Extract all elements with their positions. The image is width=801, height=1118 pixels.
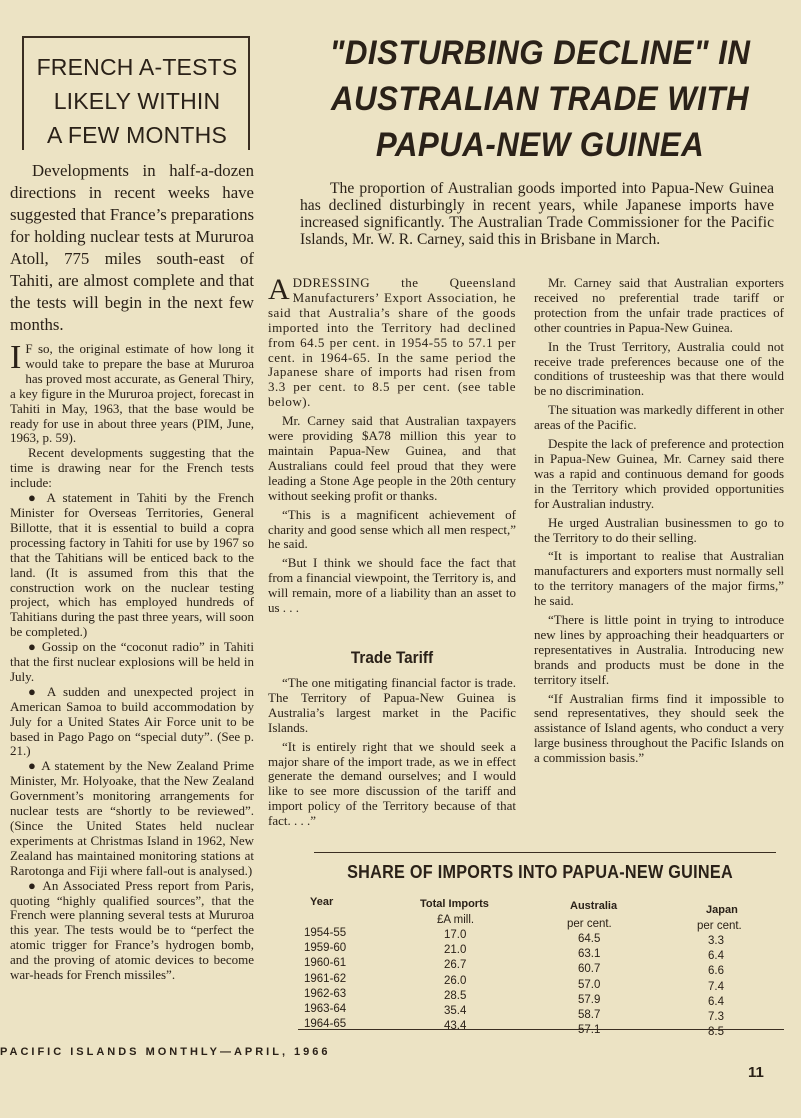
bullet-item: ● An Associated Press report from Paris, quoting “highly qualified sources”, that the French were planning several tests at Mururoa this year. The tests would be to “perfect the atomic trigger for France’s hydrogen bomb, and the proving of atomic devices to become war-heads for French missiles”. [10, 877, 254, 983]
table-cell-total: 26.7 [444, 959, 467, 972]
table-cell-australia: 60.7 [578, 963, 601, 976]
bullet-item: ● Gossip on the “coconut radio” in Tahiti that the first nuclear explosions will be held in July. [10, 639, 254, 684]
table-cell-japan: 6.6 [708, 965, 724, 978]
left-headline-line: LIKELY WITHIN [53, 88, 221, 114]
table-header-australia: Australia [570, 900, 618, 912]
bullet-item: ● A statement in Tahiti by the French Minister for Overseas Territories, General Billotte, that it is essential to build a copra processing factory in Tahiti for use by 1967 so that the Tahitians will be enticed back to the land. (It is assumed from this that the construction work on the nuclear testing project, which has employed hundreds of Tahitians during the past three years, will soon be completed.) [10, 490, 254, 640]
table-cell-australia: 57.9 [578, 993, 601, 1006]
table-cell-total: 43.4 [444, 1020, 467, 1033]
paragraph-text: F so, the original estimate of how long it would take to prepare the base at Mururoa has proved most accurate, as General Thiry, a key figure in the Mururoa project, forecast in Tahiti in May, 1963, that the base would be ready for use in about three years (PIM, June, 1963, p. 59). [10, 341, 254, 446]
table-header-total: Total Imports [420, 898, 489, 910]
table-unit-total: £A mill. [437, 914, 475, 926]
table-cell-total: 28.5 [444, 989, 467, 1002]
article-paragraph: In the Trust Territory, Australia could not receive trade preferences because one of the conditions of trusteeship was that there would be no discrimination. [534, 338, 784, 399]
article-paragraph: “This is a magnificent achievement of charity and good sense which all men respect,” he said. [268, 506, 516, 552]
main-headline-line: PAPUA-NEW GUINEA [375, 126, 705, 164]
table-column-japan [708, 934, 724, 1040]
page-footer: PACIFIC ISLANDS MONTHLY—APRIL, 1966 [0, 1046, 331, 1058]
article-paragraph [268, 273, 516, 410]
table-cell-australia: 63.1 [578, 948, 601, 961]
table-cell-australia: 58.7 [578, 1009, 601, 1022]
table-column-total [444, 928, 466, 1034]
article-paragraph: He urged Australian businessmen to go to the Territory to do their selling. [534, 514, 784, 545]
main-article-headline [319, 30, 761, 168]
table-unit-australia: per cent. [567, 918, 612, 930]
table-cell-year: 1959-60 [304, 942, 347, 955]
table-column-australia [578, 932, 600, 1038]
article-paragraph: Despite the lack of preference and protection in Papua-New Guinea, Mr. Carney said there was a rapid and continuous demand for goods in the Territory which provided opportunities for Australian industry. [534, 436, 784, 511]
paragraph-text: DDRESSING the Queensland Manufacturers’ Export Association, he said that Australia’s share of the goods imported into the Territory had declined from 64.5 per cent. in 1954-55 to 57.1 per cent. in 1964-65. In the same period the Japanese share of imports had risen from 3.3 per cent. to 8.5 per cent. (see table below). [268, 275, 516, 410]
main-headline-line: "DISTURBING DECLINE" IN [329, 34, 751, 72]
left-article-headline [24, 50, 250, 152]
page-number: 11 [748, 1064, 764, 1081]
drop-cap: I [10, 339, 22, 376]
table-cell-year: 1964-65 [304, 1018, 347, 1031]
left-article-paragraph: Recent developments suggesting that the time is drawing near for the French tests include: [10, 445, 254, 491]
table-cell-japan: 6.4 [708, 950, 724, 963]
table-cell-year: 1954-55 [304, 927, 347, 939]
table-cell-japan: 3.3 [708, 935, 724, 947]
table-cell-total: 26.0 [444, 974, 467, 987]
left-headline-line: FRENCH A-TESTS [36, 54, 238, 80]
table-column-years [304, 926, 346, 1032]
table-cell-total: 35.4 [444, 1005, 467, 1018]
bullet-item: ● A sudden and unexpected project in American Samoa to build accommodation by July for a United States Air Force unit to be based in Pago Pago on “special duty”. (See p. 21.) [10, 683, 254, 759]
table-cell-year: 1961-62 [304, 972, 347, 985]
table-cell-australia: 57.1 [578, 1024, 601, 1037]
main-headline-line: AUSTRALIAN TRADE WITH [331, 80, 749, 118]
main-article-column-2 [268, 273, 516, 620]
article-paragraph: “It is entirely right that we should seek a major share of the import trade, as we in effect generate the demand ourselves; and I would like to see more discussion of the tariff and import policy of the Territory because of that fact. . . .” [268, 738, 516, 829]
table-cell-australia: 57.0 [578, 978, 601, 991]
bullet-item: ● A statement by the New Zealand Prime Minister, Mr. Holyoake, that the New Zealand Government’s monitoring arrangements for nuclear tests are “shortly to be reviewed”. (Since the United States held nuclear experiments at Christmas Island in 1962, New Zealand has maintained monitoring stations at Rarotonga and Fiji where fall-out is analysed.) [10, 758, 254, 878]
article-paragraph: “But I think we should face the fact that from a financial viewpoint, the Territory is, and will remain, more of a liability than an asset to us . . . [268, 555, 516, 616]
article-paragraph: “The one mitigating financial factor is trade. The Territory of Papua-New Guinea is Australia’s largest market in the Pacific Islands. [268, 675, 516, 735]
table-top-rule [314, 852, 776, 853]
table-header-year: Year [310, 896, 334, 908]
article-paragraph: Mr. Carney said that Australian exporters received no preferential trade tariff or protection from the unfair trade practices of other countries in Papua-New Guinea. [534, 275, 784, 335]
table-cell-total: 21.0 [444, 944, 467, 957]
left-article-paragraph [10, 339, 254, 446]
table-cell-japan: 7.3 [708, 1011, 724, 1024]
table-header-japan: Japan [706, 904, 738, 916]
table-cell-japan: 7.4 [708, 980, 724, 993]
table-cell-year: 1962-63 [304, 987, 347, 1000]
table-cell-year: 1963-64 [304, 1003, 347, 1016]
subhead-trade-tariff: Trade Tariff [350, 648, 434, 667]
article-paragraph: Mr. Carney said that Australian taxpayers were providing $A78 million this year to maintain Papua-New Guinea, and that Australians could feel proud that they were leading a Stone Age people in the 20th century without seeking profit or thanks. [268, 413, 516, 503]
article-paragraph: “It is important to realise that Australian manufacturers and exporters must normally sell to the territory managers of the major firms,” he said. [534, 548, 784, 609]
table-cell-japan: 6.4 [708, 995, 724, 1008]
main-article-column-3 [534, 276, 784, 770]
table-cell-year: 1960-61 [304, 957, 347, 970]
table-unit-japan: per cent. [697, 920, 742, 932]
table-bottom-rule [298, 1029, 784, 1030]
left-article-column [10, 160, 254, 983]
main-article-intro: The proportion of Australian goods imported into Papua-New Guinea has declined disturbingly in recent years, while Japanese imports have increased significantly. The Australian Trade Commissioner for the Pacific Islands, Mr. W. R. Carney, said this in Brisbane in March. [300, 180, 774, 248]
table-cell-japan: 8.5 [708, 1026, 724, 1039]
article-paragraph: “If Australian firms find it impossible to send representatives, they should seek the assistance of Island agents, who conduct a very large business throughout the Pacific Islands on a commission basis.” [534, 690, 784, 766]
article-paragraph: “There is little point in trying to introduce new lines by approaching their headquarters or representatives in Australia. Introducing new brands and products must be done in the territory itself. [534, 612, 784, 687]
table-title: SHARE OF IMPORTS INTO PAPUA-NEW GUINEA [347, 862, 733, 882]
drop-cap: A [268, 273, 290, 306]
left-article-lead: Developments in half-a-dozen directions in recent weeks have suggested that France’s preparations for holding nuclear tests at Mururoa Atoll, 775 miles south-east of Tahiti, are almost complete and that the tests will begin in the next few months. [10, 161, 254, 334]
article-paragraph: The situation was markedly different in other areas of the Pacific. [534, 402, 784, 433]
left-headline-line: A FEW MONTHS [46, 122, 227, 148]
table-cell-australia: 64.5 [578, 933, 601, 945]
table-cell-total: 17.0 [444, 929, 467, 941]
main-article-column-2-continued [268, 676, 516, 833]
